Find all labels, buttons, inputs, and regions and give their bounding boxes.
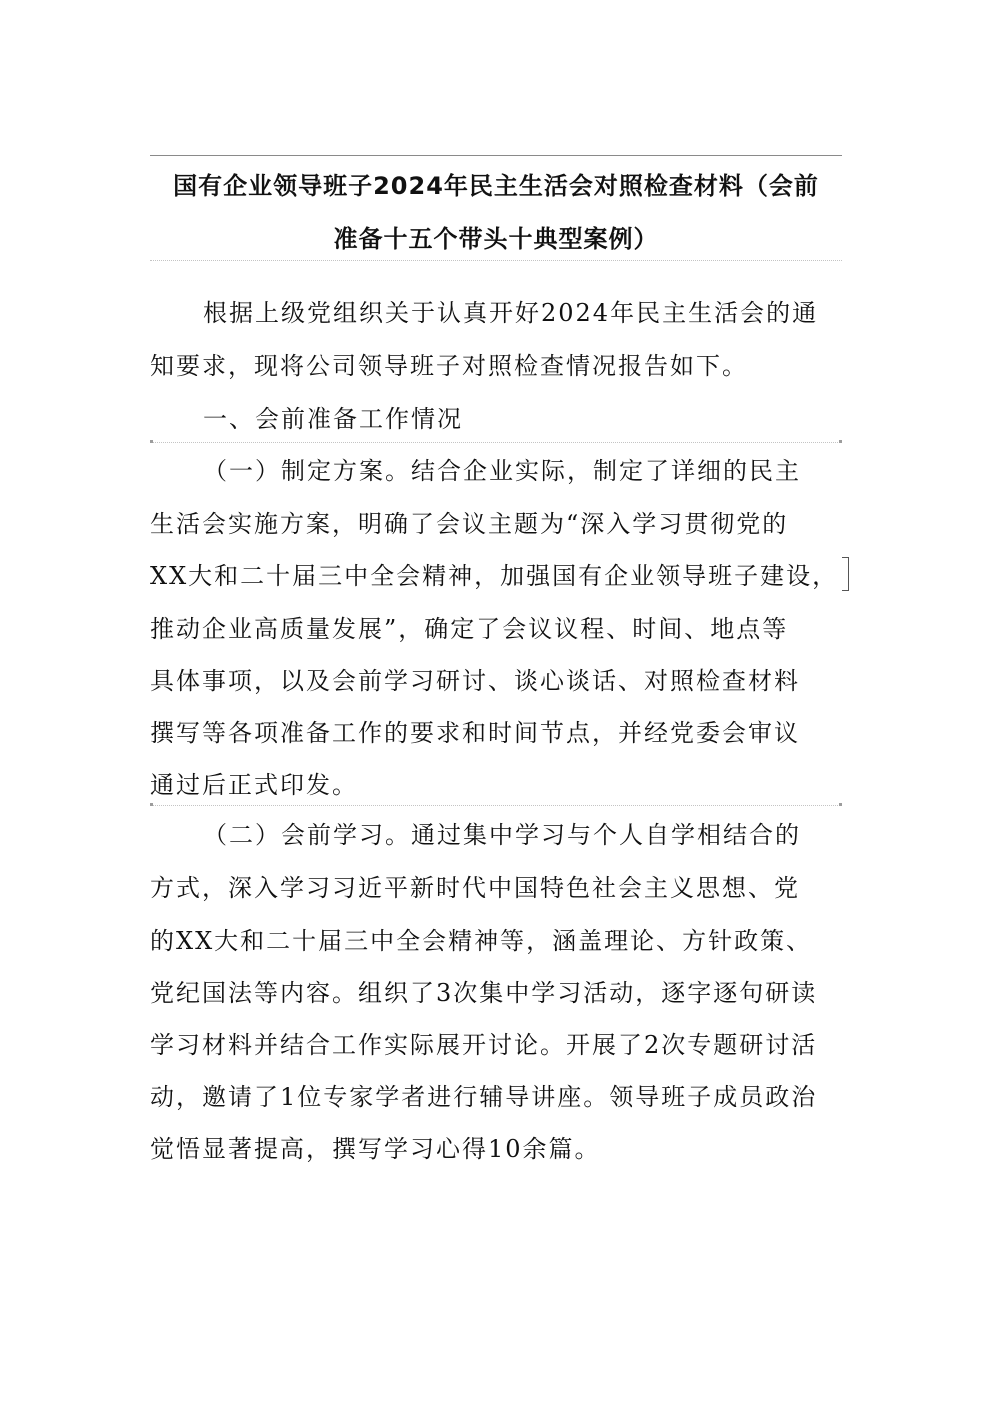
paragraph-line: 撰写等各项准备工作的要求和时间节点，并经党委会审议 — [150, 719, 800, 747]
document-title-line-1: 国有企业领导班子2024年民主生活会对照检查材料（会前 — [173, 172, 819, 200]
paragraph-line: 通过后正式印发。 — [150, 771, 358, 799]
paragraph-divider — [150, 805, 842, 806]
paragraph-divider — [150, 442, 842, 443]
paragraph-line: 动，邀请了1位专家学者进行辅导讲座。领导班子成员政治 — [150, 1083, 818, 1111]
paragraph-line: 党纪国法等内容。组织了3次集中学习活动，逐字逐句研读 — [150, 979, 818, 1007]
margin-marker — [839, 803, 842, 806]
margin-marker — [839, 440, 842, 443]
paragraph-line: （二）会前学习。通过集中学习与个人自学相结合的 — [203, 821, 801, 849]
paragraph-line: 方式，深入学习习近平新时代中国特色社会主义思想、党 — [150, 874, 800, 902]
section-heading: 一、会前准备工作情况 — [203, 405, 463, 433]
paragraph-line: （一）制定方案。结合企业实际，制定了详细的民主 — [203, 457, 801, 485]
paragraph-line: 学习材料并结合工作实际展开讨论。开展了2次专题研讨活 — [150, 1031, 818, 1059]
paragraph-line: 知要求，现将公司领导班子对照检查情况报告如下。 — [150, 352, 748, 380]
paragraph-line: XX大和二十届三中全会精神，加强国有企业领导班子建设， — [150, 562, 839, 590]
margin-bracket — [842, 557, 849, 591]
paragraph-line: 觉悟显著提高，撰写学习心得10余篇。 — [150, 1135, 601, 1163]
paragraph-line: 生活会实施方案，明确了会议主题为“深入学习贯彻党的 — [150, 510, 789, 538]
paragraph-line: 推动企业高质量发展”，确定了会议议程、时间、地点等 — [150, 615, 789, 643]
document-title-line-2: 准备十五个带头十典型案例） — [333, 225, 659, 253]
paragraph-line: 的XX大和二十届三中全会精神等，涵盖理论、方针政策、 — [150, 927, 813, 955]
margin-marker — [150, 803, 153, 806]
paragraph-line: 根据上级党组织关于认真开好2024年民主生活会的通 — [203, 299, 819, 327]
title-divider — [150, 260, 842, 261]
paragraph-line: 具体事项，以及会前学习研讨、谈心谈话、对照检查材料 — [150, 667, 800, 695]
header-rule — [150, 155, 842, 156]
margin-marker — [150, 440, 153, 443]
